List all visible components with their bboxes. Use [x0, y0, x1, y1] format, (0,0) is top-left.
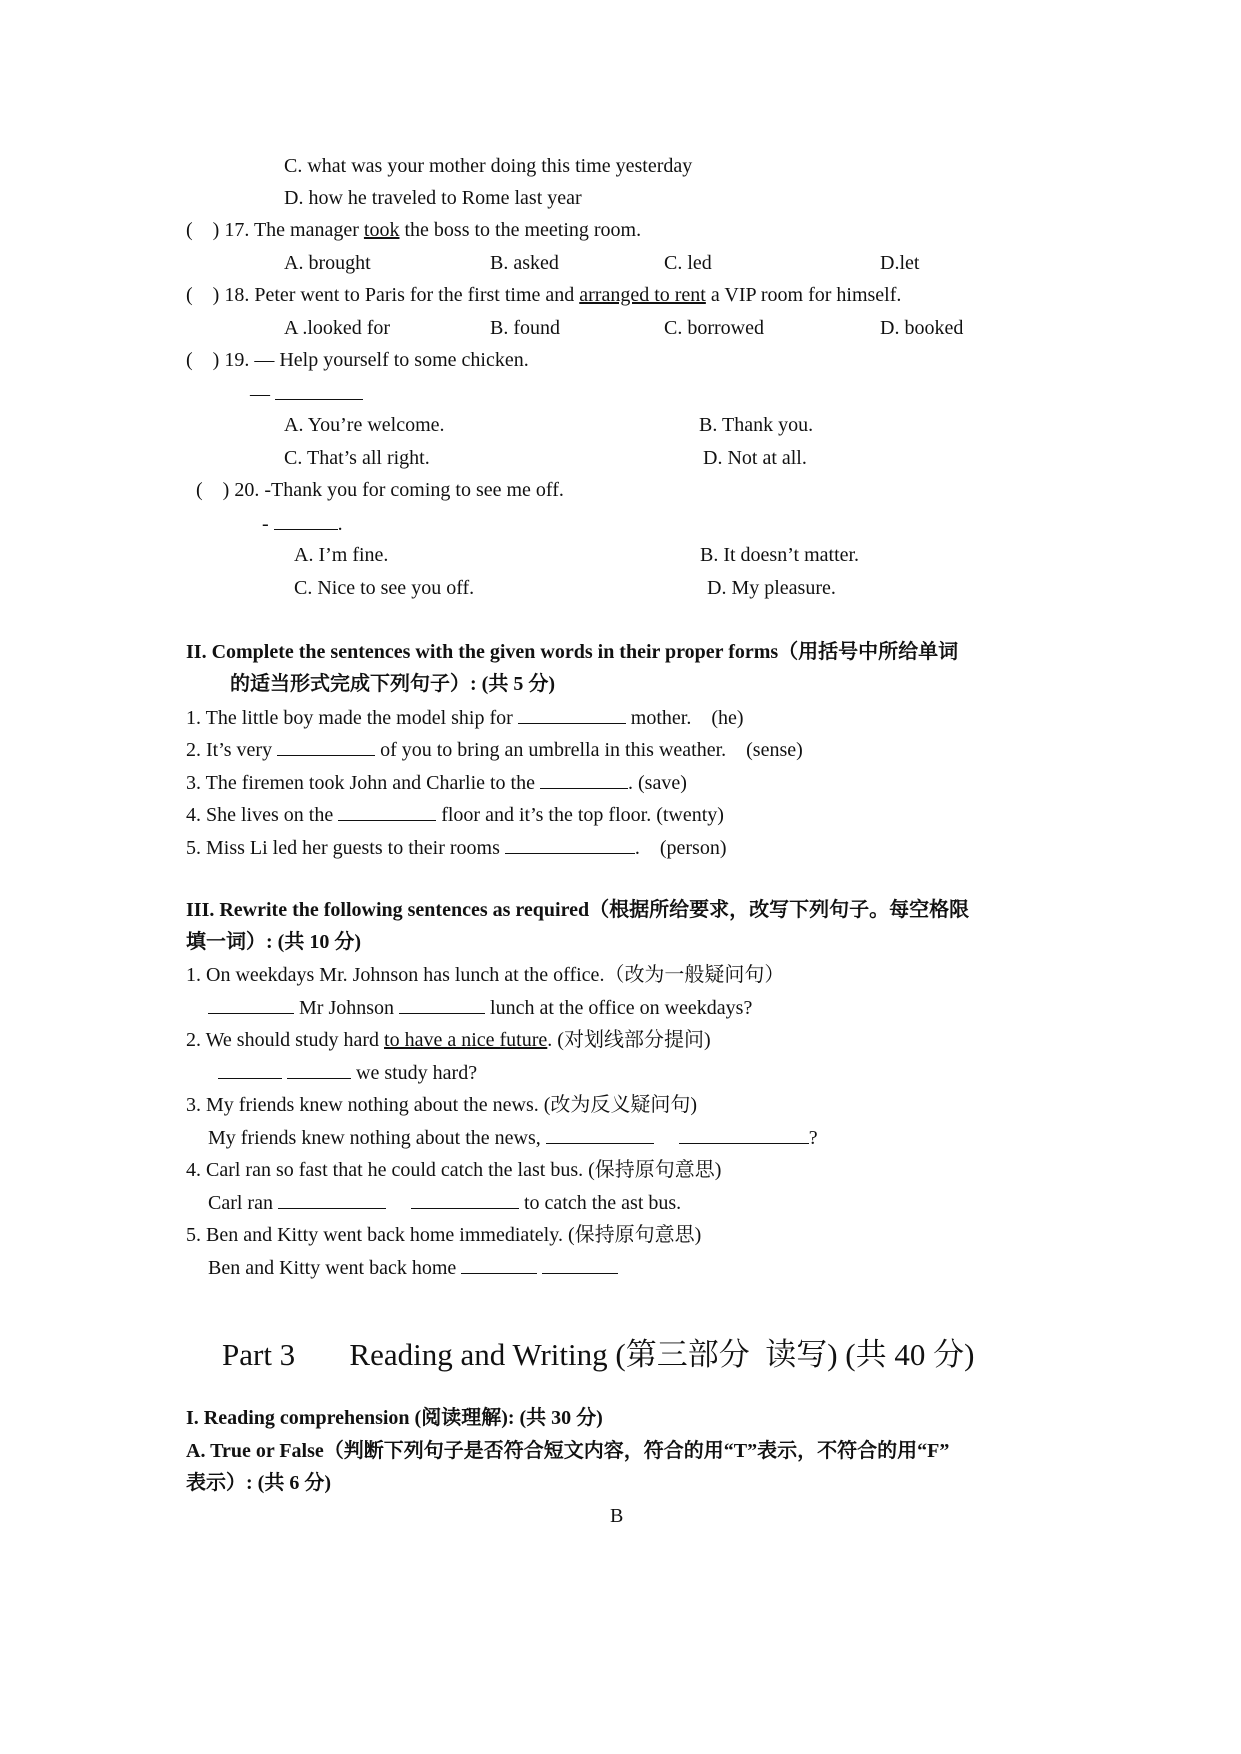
reading-section-title: I. Reading comprehension (阅读理解): (共 30 分)	[186, 1407, 603, 1429]
item-text: Mr Johnson	[294, 997, 400, 1019]
item-text: 2. We should study hard	[186, 1029, 385, 1051]
section-2-item-4	[186, 802, 724, 827]
section-3-item-5-answer	[208, 1255, 618, 1280]
answer-blank[interactable]	[275, 381, 363, 400]
item-text: . (save)	[628, 772, 687, 794]
q17-text-post: the boss to the meeting room.	[399, 219, 642, 241]
q20-option-a: A. I’m fine.	[294, 544, 389, 566]
q17-stem	[186, 218, 641, 242]
answer-blank[interactable]	[218, 1060, 282, 1079]
item-text: Carl ran	[208, 1192, 278, 1214]
section-3-title: III. Rewrite the following sentences as required（根据所给要求，改写下列句子。每空格限	[186, 899, 970, 921]
q18-underlined: arranged to rent	[579, 284, 706, 306]
q20-text: 20. -Thank you for coming to see me off.	[234, 479, 564, 501]
q20-reply	[262, 511, 343, 536]
q19-option-a: A. You’re welcome.	[284, 414, 445, 436]
answer-paren: ( )	[196, 479, 230, 501]
underlined-phrase: to have a nice future	[384, 1029, 548, 1051]
item-text: 5. Miss Li led her guests to their rooms	[186, 837, 505, 859]
true-false-title-cont: 表示）: (共 6 分)	[186, 1472, 331, 1494]
section-3-item-4: 4. Carl ran so fast that he could catch the last bus. (保持原句意思)	[186, 1159, 722, 1181]
q18-option-b: B. found	[490, 317, 560, 339]
section-3-item-4-answer	[208, 1190, 681, 1215]
section-2-title: II. Complete the sentences with the given words in their proper forms（用括号中所给单词	[186, 641, 959, 663]
q20-option-c: C. Nice to see you off.	[294, 577, 475, 599]
q19-option-c: C. That’s all right.	[284, 447, 430, 469]
item-text: 2. It’s very	[186, 739, 278, 761]
answer-blank[interactable]	[411, 1190, 519, 1209]
q18-text-post: a VIP room for himself.	[705, 284, 902, 306]
section-3-item-1-answer	[208, 995, 752, 1020]
item-text: 4. She lives on the	[186, 804, 339, 826]
section-3-title-cont: 填一词）: (共 10 分)	[186, 931, 361, 953]
section-2-item-3	[186, 770, 687, 795]
q18-option-d: D. booked	[880, 317, 964, 339]
q18-option-a: A .looked for	[284, 317, 391, 339]
q19-text: 19. — Help yourself to some chicken.	[224, 349, 529, 371]
item-text: to catch the ast bus.	[518, 1192, 682, 1214]
item-text: of you to bring an umbrella in this weather. (sense)	[375, 739, 803, 761]
q17-option-b: B. asked	[490, 252, 559, 274]
q20-dash: -	[262, 513, 269, 535]
item-text: 3. The firemen took John and Charlie to the	[186, 772, 540, 794]
section-2-item-1	[186, 705, 744, 730]
section-3-item-3: 3. My friends knew nothing about the news. (改为反义疑问句)	[186, 1094, 698, 1116]
q20-stem	[196, 478, 564, 502]
item-text: lunch at the office on weekdays?	[485, 997, 753, 1019]
item-text: mother. (he)	[625, 707, 744, 729]
item-text: ?	[808, 1127, 818, 1149]
q17-underlined: took	[363, 219, 400, 241]
q19-stem	[186, 348, 529, 372]
answer-blank[interactable]	[338, 802, 436, 821]
q18-text-pre: 18. Peter went to Paris for the first time and	[224, 284, 580, 306]
answer-blank[interactable]	[287, 1060, 351, 1079]
answer-blank[interactable]	[546, 1125, 654, 1144]
section-3-item-2	[186, 1028, 711, 1052]
answer-blank[interactable]	[505, 835, 635, 854]
q19-option-b: B. Thank you.	[699, 414, 814, 436]
item-text: floor and it’s the top floor. (twenty)	[436, 804, 724, 826]
answer-blank[interactable]	[461, 1255, 537, 1274]
q19-reply	[250, 381, 363, 406]
q17-option-a: A. brought	[284, 252, 371, 274]
item-text: Ben and Kitty went back home	[208, 1257, 462, 1279]
q20-end: .	[337, 513, 343, 535]
q18-option-c: C. borrowed	[664, 317, 764, 339]
answer-blank[interactable]	[274, 511, 338, 530]
item-text: . (person)	[634, 837, 727, 859]
item-text: My friends knew nothing about the news,	[208, 1127, 546, 1149]
q16-option-c: C. what was your mother doing this time yesterday	[284, 155, 693, 177]
answer-blank[interactable]	[540, 770, 628, 789]
q20-option-b: B. It doesn’t matter.	[700, 544, 860, 566]
section-3-item-2-answer	[218, 1060, 477, 1085]
section-2-item-5	[186, 835, 727, 860]
section-3-item-5: 5. Ben and Kitty went back home immediately. (保持原句意思)	[186, 1224, 702, 1246]
answer-paren: ( )	[186, 349, 220, 371]
passage-label: B	[610, 1505, 624, 1527]
q19-dash: —	[250, 383, 270, 405]
true-false-title: A. True or False（判断下列句子是否符合短文内容，符合的用“T”表示，不符合的用“F”	[186, 1440, 950, 1462]
section-2-item-2	[186, 737, 803, 762]
section-3-item-1: 1. On weekdays Mr. Johnson has lunch at the office.（改为一般疑问句）	[186, 964, 785, 986]
q19-option-d: D. Not at all.	[703, 447, 807, 469]
answer-blank[interactable]	[518, 705, 626, 724]
q18-stem	[186, 283, 901, 307]
q17-option-c: C. led	[664, 252, 712, 274]
part-3-heading: Part 3 Reading and Writing (第三部分 读写) (共 40 分)	[222, 1337, 975, 1372]
answer-blank[interactable]	[208, 995, 294, 1014]
item-text: 1. The little boy made the model ship for	[186, 707, 518, 729]
item-text: we study hard?	[351, 1062, 478, 1084]
item-text: . (对划线部分提问)	[547, 1029, 711, 1051]
answer-blank[interactable]	[542, 1255, 618, 1274]
section-2-title-cont: 的适当形式完成下列句子）: (共 5 分)	[230, 673, 555, 695]
q17-option-d: D.let	[880, 252, 920, 274]
section-3-item-3-answer	[208, 1125, 818, 1150]
answer-blank[interactable]	[679, 1125, 809, 1144]
answer-paren: ( )	[186, 284, 220, 306]
answer-blank[interactable]	[399, 995, 485, 1014]
answer-paren: ( )	[186, 219, 220, 241]
q16-option-d: D. how he traveled to Rome last year	[284, 187, 582, 209]
answer-blank[interactable]	[277, 737, 375, 756]
q20-option-d: D. My pleasure.	[707, 577, 836, 599]
answer-blank[interactable]	[278, 1190, 386, 1209]
q17-text-pre: 17. The manager	[224, 219, 364, 241]
